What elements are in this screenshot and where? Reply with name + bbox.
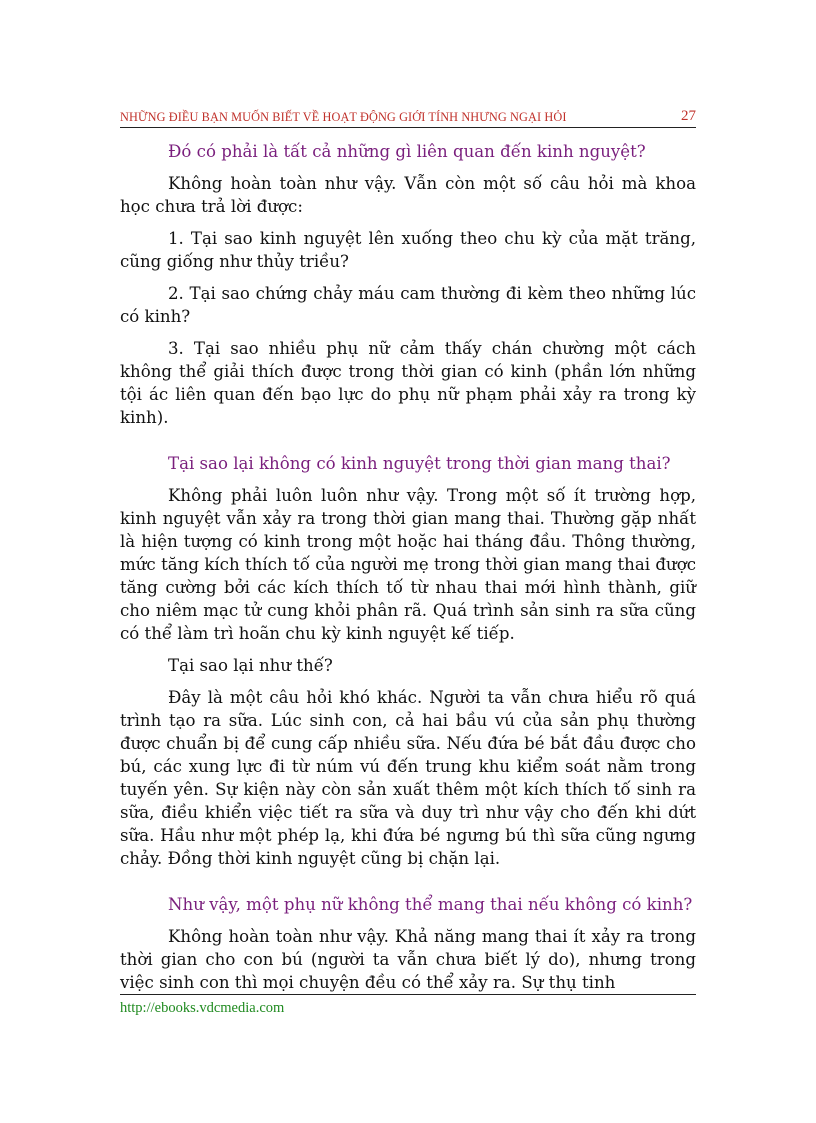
page-number: 27 — [681, 108, 696, 124]
running-header — [120, 103, 696, 128]
page-body — [120, 140, 696, 994]
paragraph: Không phải luôn luôn như vậy. Trong một số ít trường hợp, kinh nguyệt vẫn xảy ra trong thời gian mang thai. Thường gặp nhất là hiện tượng có kinh trong một hoặc hai tháng đầu. Thông thường, mức tăng kích thích tố của người mẹ trong thời gian mang thai được tăng cường bởi các kích thích tố từ nhau thai mới hình thành, giữ cho niêm mạc tử cung khỏi phân rã. Quá trình sản sinh ra sữa cũng có thể làm trì hoãn chu kỳ kinh nguyệt kế tiếp. — [120, 486, 696, 643]
paragraph: Không hoàn toàn như vậy. Khả năng mang thai ít xảy ra trong thời gian cho con bú (người ta vẫn chưa biết lý do), nhưng trong việc sinh con thì mọi chuyện đều có thể xảy ra. Sự thụ tinh — [120, 927, 696, 992]
paragraph: 2. Tại sao chứng chảy máu cam thường đi kèm theo những lúc có kinh? — [120, 284, 696, 326]
footer-divider — [120, 994, 696, 995]
paragraph: Tại sao lại như thế? — [168, 656, 333, 675]
footer-url-link[interactable]: http://ebooks.vdcmedia.com — [120, 1000, 285, 1016]
paragraph: Không hoàn toàn như vậy. Vẫn còn một số câu hỏi mà khoa học chưa trả lời được: — [120, 174, 696, 216]
paragraph: 3. Tại sao nhiều phụ nữ cảm thấy chán chường một cách không thể giải thích được trong thời gian có kinh (phần lớn những tội ác liên quan đến bạo lực do phụ nữ phạm phải xảy ra trong kỳ kinh). — [120, 339, 696, 427]
question-heading: Đó có phải là tất cả những gì liên quan đến kinh nguyệt? — [168, 142, 646, 161]
question-heading: Như vậy, một phụ nữ không thể mang thai nếu không có kinh? — [168, 895, 693, 914]
paragraph: 1. Tại sao kinh nguyệt lên xuống theo chu kỳ của mặt trăng, cũng giống như thủy triều? — [120, 229, 696, 271]
paragraph: Đây là một câu hỏi khó khác. Người ta vẫn chưa hiểu rõ quá trình tạo ra sữa. Lúc sinh con, cả hai bầu vú của sản phụ thường được chuẩn bị để cung cấp nhiều sữa. Nếu đứa bé bắt đầu được cho bú, các xung lực đi từ núm vú đến trung khu kiểm soát nằm trong tuyến yên. Sự kiện này còn sản xuất thêm một kích thích tố sinh ra sữa, điều khiển việc tiết ra sữa và duy trì như vậy cho đến khi dứt sữa. Hầu như một phép lạ, khi đứa bé ngưng bú thì sữa cũng ngưng chảy. Đồng thời kinh nguyệt cũng bị chặn lại. — [120, 688, 696, 868]
running-title: NHỮNG ĐIỀU BẠN MUỐN BIẾT VỀ HOẠT ĐỘNG GIỚI TÍNH NHƯNG NGẠI HỎI — [120, 110, 567, 124]
question-heading: Tại sao lại không có kinh nguyệt trong thời gian mang thai? — [168, 454, 671, 473]
